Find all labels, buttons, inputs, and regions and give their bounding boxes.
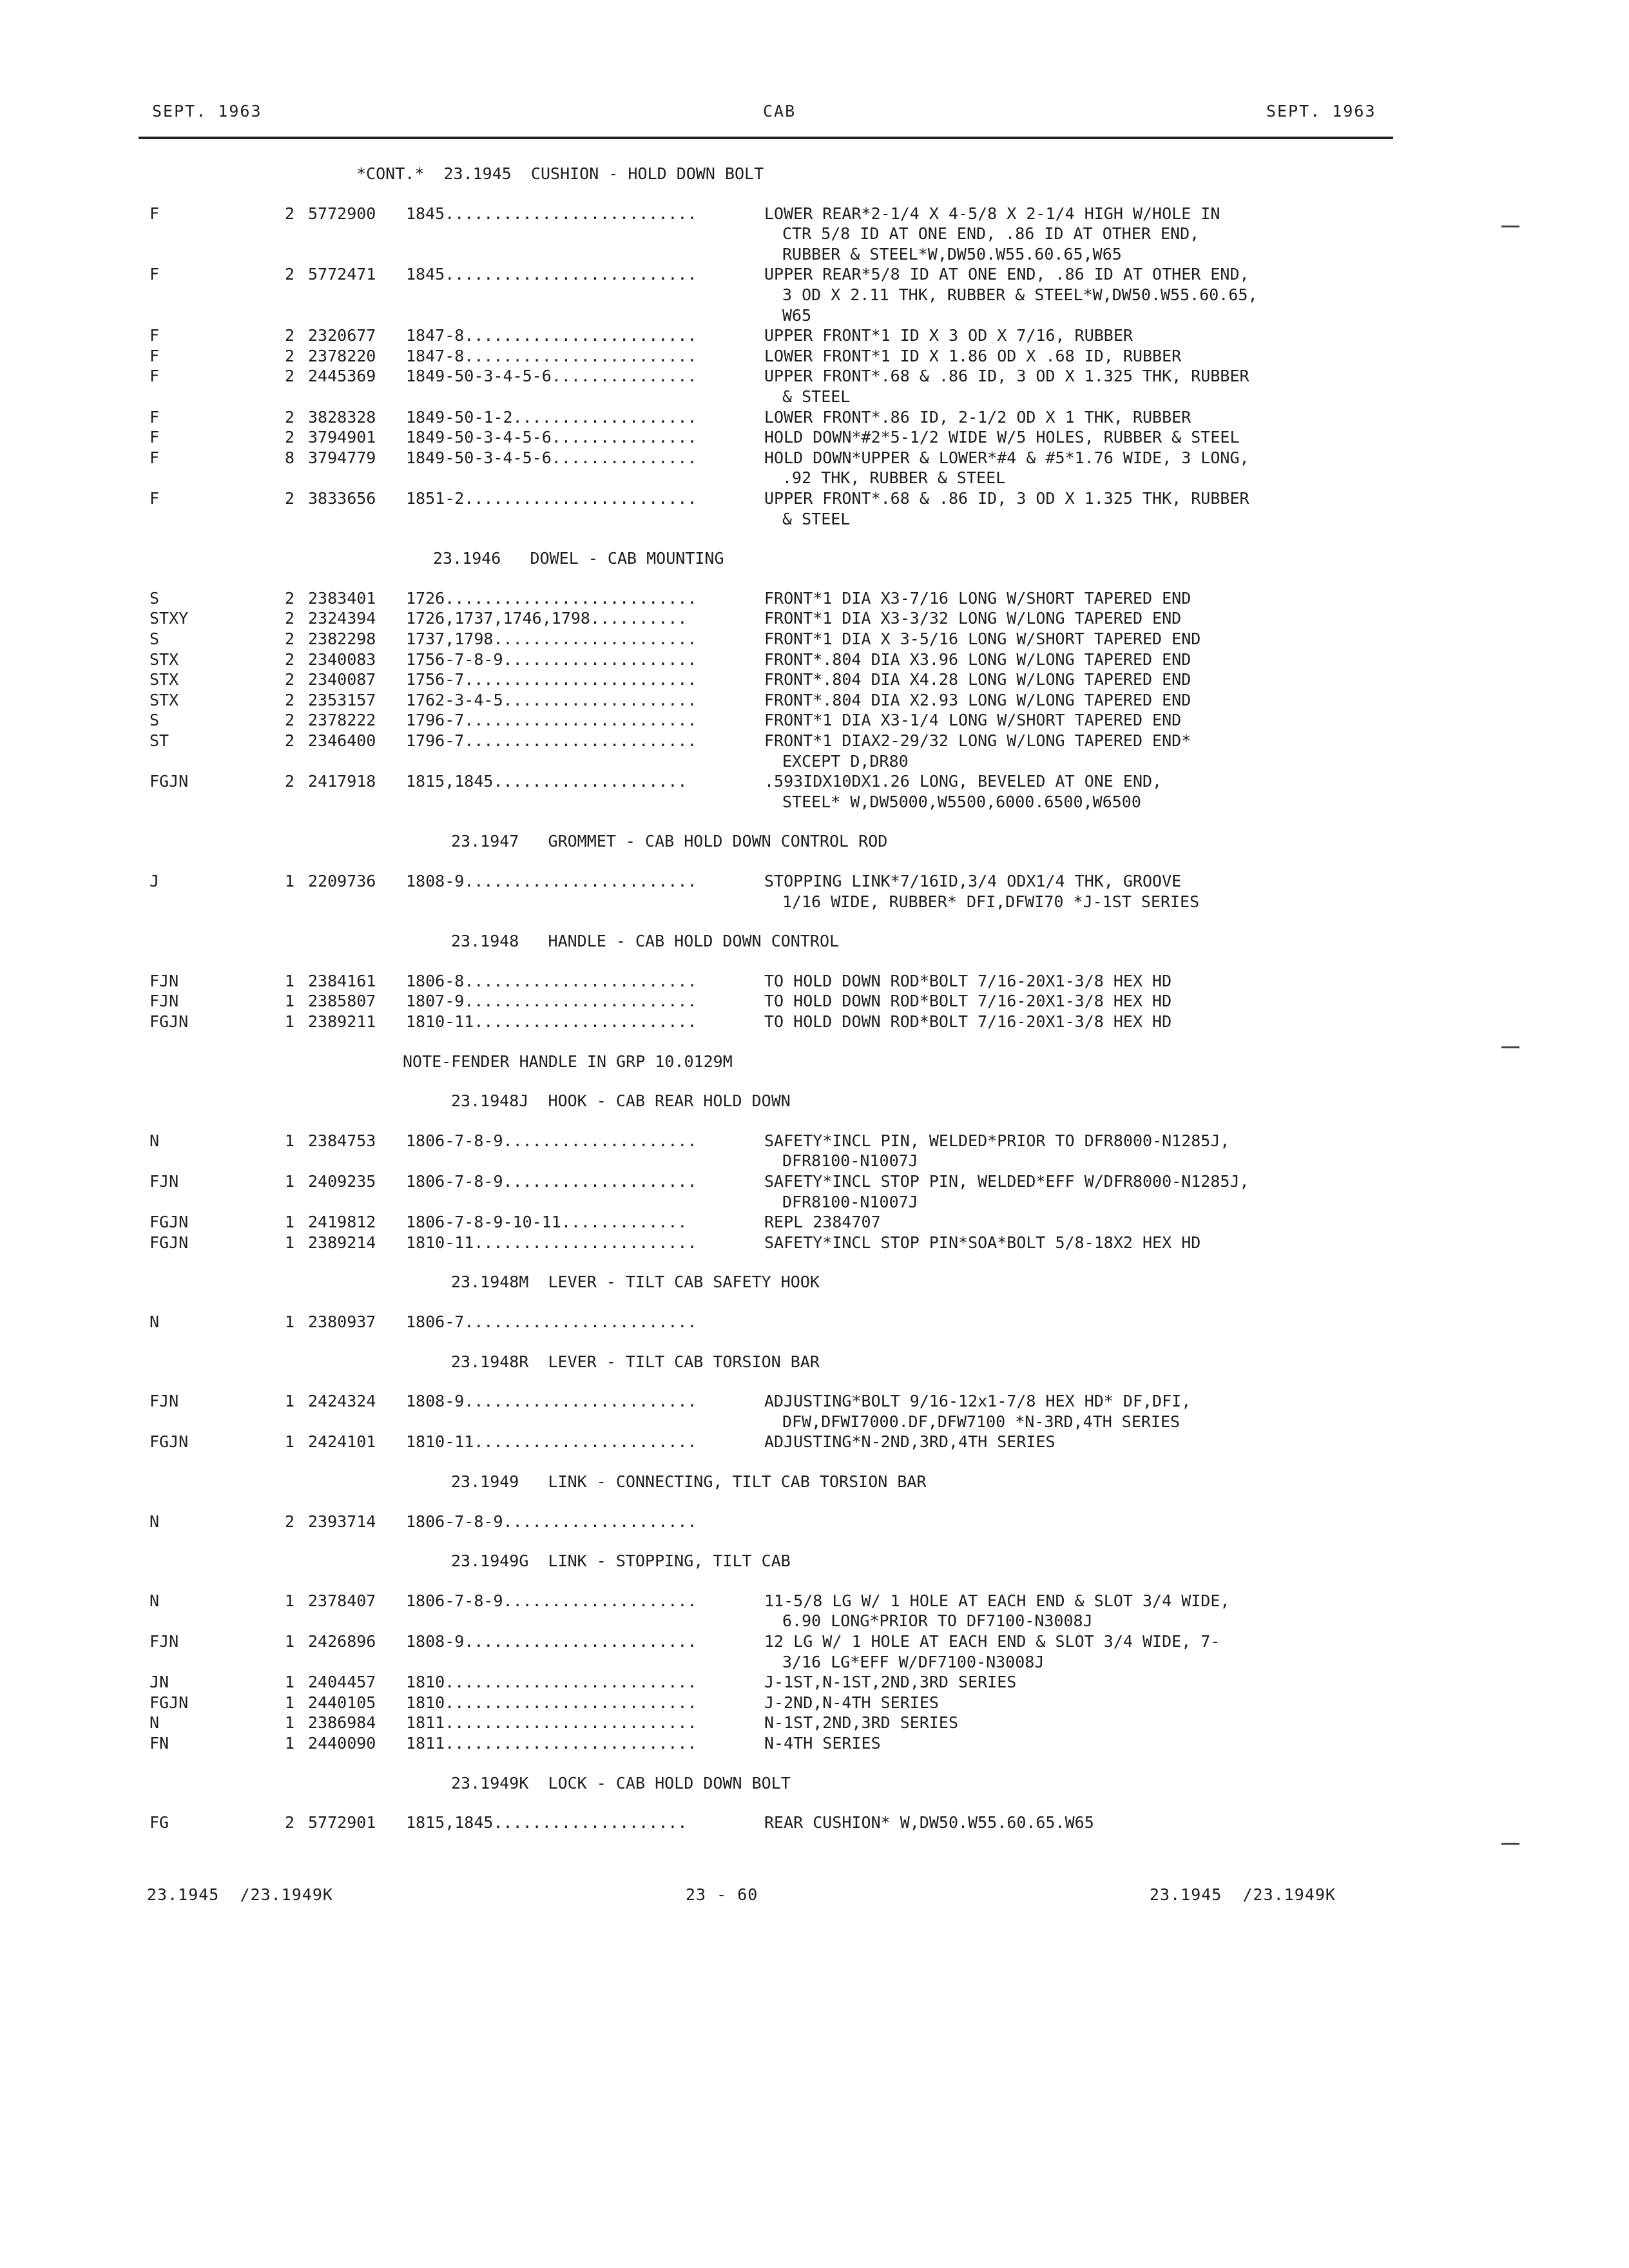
part-part: 2378220: [308, 346, 376, 365]
part-model: 1806-7-8-9....................: [406, 1512, 697, 1531]
part-qty: 1: [285, 1392, 295, 1411]
part-qty: 2: [285, 346, 295, 365]
footer-center: 23 - 60: [686, 1885, 758, 1904]
part-code: STXY: [149, 609, 189, 628]
part-part: 2404457: [308, 1673, 376, 1692]
part-part: 2419812: [308, 1213, 376, 1232]
part-desc: REAR CUSHION* W,DW50.W55.60.65.W65: [764, 1813, 1094, 1832]
description-continuation: 6.90 LONG*PRIOR TO DF7100-N3008J: [782, 1611, 1093, 1631]
part-row: [0, 1672, 1629, 1693]
part-model: 1849-50-1-2...................: [406, 407, 697, 427]
part-qty: 2: [285, 711, 295, 730]
part-qty: 1: [285, 1734, 295, 1753]
part-part: 2353157: [308, 690, 376, 709]
part-model: 1756-7........................: [406, 670, 697, 689]
part-model: 1806-7-8-9....................: [406, 1591, 697, 1610]
part-code: STX: [149, 670, 179, 689]
part-desc: UPPER REAR*5/8 ID AT ONE END, .86 ID AT OTHER END,: [764, 265, 1249, 284]
description-continuation: 3 OD X 2.11 THK, RUBBER & STEEL*W,DW50.W55.60.65,: [782, 285, 1258, 304]
description-continuation: 1/16 WIDE, RUBBER* DFI,DFWI70 *J-1ST SERIES: [782, 892, 1200, 911]
part-desc: HOLD DOWN*#2*5-1/2 WIDE W/5 HOLES, RUBBER & STEEL: [764, 428, 1240, 447]
part-part: 2324394: [308, 609, 376, 628]
part-qty: 1: [285, 1432, 295, 1452]
part-qty: 2: [285, 588, 295, 608]
part-part: 5772471: [308, 265, 376, 284]
part-qty: 2: [285, 428, 295, 447]
part-row: [0, 366, 1629, 387]
part-qty: 1: [285, 1172, 295, 1191]
description-continuation: DFR8100-N1007J: [782, 1192, 918, 1211]
part-model: 1806-7-8-9....................: [406, 1172, 697, 1191]
part-row: [0, 1591, 1629, 1611]
part-code: FJN: [149, 971, 179, 990]
part-desc: TO HOLD DOWN ROD*BOLT 7/16-20X1-3/8 HEX HD: [764, 1012, 1172, 1031]
part-qty: 1: [285, 1591, 295, 1610]
part-qty: 1: [285, 1213, 295, 1232]
part-row: [0, 1432, 1629, 1452]
part-code: FJN: [149, 1392, 179, 1411]
part-part: 2386984: [308, 1713, 376, 1733]
part-model: 1808-9........................: [406, 1392, 697, 1411]
part-desc: UPPER FRONT*.68 & .86 ID, 3 OD X 1.325 THK, RUBBER: [764, 367, 1249, 386]
part-part: 2445369: [308, 367, 376, 386]
part-desc: SAFETY*INCL PIN, WELDED*PRIOR TO DFR8000-N1285J,: [764, 1131, 1230, 1150]
description-continuation: DFR8100-N1007J: [782, 1151, 918, 1171]
part-qty: 2: [285, 731, 295, 750]
part-qty: 1: [285, 872, 295, 890]
part-model: 1808-9........................: [406, 872, 697, 890]
part-desc: UPPER FRONT*1 ID X 3 OD X 7/16, RUBBER: [764, 326, 1133, 345]
part-row: [0, 1512, 1629, 1532]
part-model: 1815,1845....................: [406, 772, 688, 791]
part-row: [0, 407, 1629, 428]
footer-right: 23.1945 /23.1949K: [1150, 1885, 1336, 1904]
part-row: [0, 448, 1629, 468]
part-row: [0, 1631, 1629, 1652]
part-part: 2383401: [308, 588, 376, 608]
part-code: F: [149, 428, 160, 447]
part-qty: 1: [285, 1131, 295, 1150]
part-row: [0, 1312, 1629, 1332]
part-desc: N-4TH SERIES: [764, 1734, 881, 1753]
part-model: 1762-3-4-5....................: [406, 690, 697, 709]
description-continuation: CTR 5/8 ID AT ONE END, .86 ID AT OTHER END,: [782, 224, 1200, 244]
part-row: [0, 325, 1629, 346]
part-row: [0, 710, 1629, 731]
part-part: 2382298: [308, 629, 376, 648]
section-heading: 23.1949 LINK - CONNECTING, TILT CAB TORSION BAR: [451, 1472, 927, 1491]
part-part: 2385807: [308, 992, 376, 1011]
part-model: 1811..........................: [406, 1713, 697, 1733]
section-heading: 23.1948M LEVER - TILT CAB SAFETY HOOK: [451, 1273, 820, 1292]
part-desc: LOWER FRONT*.86 ID, 2-1/2 OD X 1 THK, RUBBER: [764, 407, 1191, 427]
description-continuation: & STEEL: [782, 387, 851, 406]
part-desc: FRONT*1 DIAX2-29/32 LONG W/LONG TAPERED END*: [764, 731, 1191, 750]
part-model: 1806-7-8-9-10-11.............: [406, 1213, 688, 1232]
description-continuation: W65: [782, 305, 812, 325]
part-desc: J-2ND,N-4TH SERIES: [764, 1693, 939, 1712]
part-qty: 1: [285, 1233, 295, 1252]
part-part: 2209736: [308, 872, 376, 890]
part-desc: N-1ST,2ND,3RD SERIES: [764, 1713, 959, 1733]
part-row: [0, 771, 1629, 792]
part-row: [0, 1812, 1629, 1833]
part-qty: 2: [285, 489, 295, 508]
part-part: 3794779: [308, 448, 376, 467]
part-qty: 2: [285, 367, 295, 386]
part-code: FG: [149, 1813, 169, 1832]
part-model: 1811..........................: [406, 1734, 697, 1753]
part-desc: ADJUSTING*BOLT 9/16-12x1-7/8 HEX HD* DF,DFI,: [764, 1392, 1191, 1411]
part-code: STX: [149, 690, 179, 709]
part-part: 2440090: [308, 1734, 376, 1753]
part-code: FGJN: [149, 1693, 189, 1712]
part-qty: 1: [285, 1673, 295, 1692]
part-row: [0, 629, 1629, 649]
part-desc: FRONT*1 DIA X3-7/16 LONG W/SHORT TAPERED END: [764, 588, 1191, 608]
part-model: 1737,1798.....................: [406, 629, 697, 648]
part-desc: .593IDX10DX1.26 LONG, BEVELED AT ONE END,: [764, 772, 1162, 791]
part-row: [0, 971, 1629, 992]
part-desc: SAFETY*INCL STOP PIN, WELDED*EFF W/DFR8000-N1285J,: [764, 1172, 1249, 1191]
part-part: 2426896: [308, 1632, 376, 1651]
part-qty: 2: [285, 204, 295, 223]
part-part: 2320677: [308, 326, 376, 345]
part-desc: FRONT*.804 DIA X4.28 LONG W/LONG TAPERED END: [764, 670, 1191, 689]
description-continuation: RUBBER & STEEL*W,DW50.W55.60.65,W65: [782, 244, 1122, 264]
part-qty: 2: [285, 609, 295, 628]
part-desc: STOPPING LINK*7/16ID,3/4 ODX1/4 THK, GROOVE: [764, 872, 1182, 890]
header-rule: [139, 137, 1393, 139]
part-desc: TO HOLD DOWN ROD*BOLT 7/16-20X1-3/8 HEX HD: [764, 971, 1172, 990]
part-row: [0, 690, 1629, 711]
part-qty: 2: [285, 265, 295, 284]
part-code: FGJN: [149, 1233, 189, 1252]
part-model: 1796-7........................: [406, 711, 697, 730]
part-code: F: [149, 407, 160, 427]
part-row: [0, 1713, 1629, 1733]
part-desc: UPPER FRONT*.68 & .86 ID, 3 OD X 1.325 THK, RUBBER: [764, 489, 1249, 508]
section-heading: 23.1946 DOWEL - CAB MOUNTING: [433, 549, 724, 568]
part-model: 1808-9........................: [406, 1632, 697, 1651]
part-qty: 8: [285, 448, 295, 467]
part-desc: SAFETY*INCL STOP PIN*SOA*BOLT 5/8-18X2 HEX HD: [764, 1233, 1201, 1252]
part-part: 2409235: [308, 1172, 376, 1191]
note-line: NOTE-FENDER HANDLE IN GRP 10.0129M: [403, 1052, 733, 1071]
section-heading: 23.1949G LINK - STOPPING, TILT CAB: [451, 1552, 791, 1571]
part-row: [0, 649, 1629, 670]
part-part: 2340083: [308, 649, 376, 669]
part-model: 1815,1845....................: [406, 1813, 688, 1832]
part-qty: 1: [285, 1632, 295, 1651]
part-desc: FRONT*.804 DIA X3.96 LONG W/LONG TAPERED END: [764, 649, 1191, 669]
part-model: 1845..........................: [406, 204, 697, 223]
part-qty: 1: [285, 1312, 295, 1331]
part-model: 1845..........................: [406, 265, 697, 284]
part-model: 1810..........................: [406, 1693, 697, 1712]
part-part: 2424101: [308, 1432, 376, 1452]
part-model: 1849-50-3-4-5-6...............: [406, 367, 697, 386]
part-part: 2378407: [308, 1591, 376, 1610]
part-qty: 2: [285, 1813, 295, 1832]
part-qty: 2: [285, 407, 295, 427]
part-model: 1756-7-8-9....................: [406, 649, 697, 669]
part-code: J: [149, 872, 160, 890]
part-desc: 12 LG W/ 1 HOLE AT EACH END & SLOT 3/4 WIDE, 7-: [764, 1632, 1220, 1651]
description-continuation: & STEEL: [782, 509, 851, 528]
part-code: F: [149, 346, 160, 365]
part-part: 5772900: [308, 204, 376, 223]
part-code: F: [149, 489, 160, 508]
part-row: [0, 669, 1629, 690]
part-row: [0, 1012, 1629, 1032]
part-desc: J-1ST,N-1ST,2ND,3RD SERIES: [764, 1673, 1017, 1692]
part-code: FJN: [149, 1632, 179, 1651]
part-model: 1810-11.......................: [406, 1012, 697, 1031]
part-desc: TO HOLD DOWN ROD*BOLT 7/16-20X1-3/8 HEX HD: [764, 992, 1172, 1011]
part-row: [0, 346, 1629, 367]
part-code: FJN: [149, 992, 179, 1011]
part-part: 2389211: [308, 1012, 376, 1031]
part-qty: 1: [285, 992, 295, 1011]
part-qty: 1: [285, 1713, 295, 1733]
part-row: [0, 731, 1629, 751]
part-part: 2340087: [308, 670, 376, 689]
part-model: 1810..........................: [406, 1673, 697, 1692]
part-code: STX: [149, 649, 179, 669]
part-row: [0, 204, 1629, 224]
part-code: N: [149, 1713, 160, 1733]
part-code: FGJN: [149, 1012, 189, 1031]
part-model: 1851-2........................: [406, 489, 697, 508]
part-model: 1847-8........................: [406, 326, 697, 345]
description-continuation: DFW,DFWI7000.DF,DFW7100 *N-3RD,4TH SERIES: [782, 1412, 1181, 1431]
part-model: 1726,1737,1746,1798..........: [406, 609, 688, 628]
part-row: [0, 588, 1629, 609]
section-heading: 23.1949K LOCK - CAB HOLD DOWN BOLT: [451, 1773, 791, 1792]
part-row: [0, 1212, 1629, 1233]
description-continuation: EXCEPT D,DR80: [782, 751, 909, 771]
part-model: 1806-8........................: [406, 971, 697, 990]
part-qty: 2: [285, 629, 295, 648]
part-model: 1810-11.......................: [406, 1432, 697, 1452]
part-part: 2384753: [308, 1131, 376, 1150]
margin-mark: [1501, 1843, 1519, 1845]
part-desc: FRONT*1 DIA X3-1/4 LONG W/SHORT TAPERED END: [764, 711, 1182, 730]
part-desc: FRONT*1 DIA X3-3/32 LONG W/LONG TAPERED END: [764, 609, 1182, 628]
part-part: 2384161: [308, 971, 376, 990]
part-desc: HOLD DOWN*UPPER & LOWER*#4 & #5*1.76 WIDE, 3 LONG,: [764, 448, 1249, 467]
part-model: 1806-7........................: [406, 1312, 697, 1331]
margin-mark: [1501, 226, 1519, 227]
part-code: FGJN: [149, 1213, 189, 1232]
part-qty: 1: [285, 971, 295, 990]
part-row: [0, 488, 1629, 509]
part-part: 3828328: [308, 407, 376, 427]
part-qty: 1: [285, 1012, 295, 1031]
part-row: [0, 1131, 1629, 1151]
part-qty: 2: [285, 1512, 295, 1531]
part-model: 1847-8........................: [406, 346, 697, 365]
part-row: [0, 1233, 1629, 1253]
part-part: 2346400: [308, 731, 376, 750]
part-model: 1810-11.......................: [406, 1233, 697, 1252]
part-row: [0, 1391, 1629, 1412]
part-code: N: [149, 1131, 160, 1150]
part-part: 2393714: [308, 1512, 376, 1531]
part-code: N: [149, 1512, 160, 1531]
part-qty: 2: [285, 690, 295, 709]
part-code: N: [149, 1591, 160, 1610]
header-left: SEPT. 1963: [152, 102, 262, 120]
header-center: CAB: [763, 102, 796, 120]
part-row: [0, 427, 1629, 448]
part-model: 1806-7-8-9....................: [406, 1131, 697, 1150]
part-part: 5772901: [308, 1813, 376, 1832]
part-desc: LOWER FRONT*1 ID X 1.86 OD X .68 ID, RUBBER: [764, 346, 1182, 365]
part-code: FJN: [149, 1172, 179, 1191]
part-part: 2380937: [308, 1312, 376, 1331]
part-qty: 2: [285, 670, 295, 689]
part-row: [0, 1693, 1629, 1713]
part-row: [0, 1171, 1629, 1192]
part-model: 1796-7........................: [406, 731, 697, 750]
part-code: S: [149, 588, 160, 608]
part-code: F: [149, 367, 160, 386]
part-row: [0, 991, 1629, 1012]
part-part: 2424324: [308, 1392, 376, 1411]
section-heading: *CONT.* 23.1945 CUSHION - HOLD DOWN BOLT: [356, 164, 764, 183]
section-heading: 23.1947 GROMMET - CAB HOLD DOWN CONTROL ROD: [451, 832, 888, 851]
section-heading: 23.1948J HOOK - CAB REAR HOLD DOWN: [451, 1091, 791, 1111]
part-part: 2417918: [308, 772, 376, 791]
part-model: 1849-50-3-4-5-6...............: [406, 428, 697, 447]
margin-mark: [1501, 1046, 1519, 1048]
part-code: FN: [149, 1734, 169, 1753]
part-code: F: [149, 204, 160, 223]
section-heading: 23.1948 HANDLE - CAB HOLD DOWN CONTROL: [451, 932, 840, 951]
part-model: 1849-50-3-4-5-6...............: [406, 448, 697, 467]
part-code: JN: [149, 1673, 169, 1692]
part-desc: REPL 2384707: [764, 1213, 881, 1232]
part-qty: 2: [285, 649, 295, 669]
part-desc: ADJUSTING*N-2ND,3RD,4TH SERIES: [764, 1432, 1055, 1452]
part-code: F: [149, 326, 160, 345]
part-part: 3833656: [308, 489, 376, 508]
part-row: [0, 1733, 1629, 1754]
part-code: S: [149, 711, 160, 730]
part-code: F: [149, 265, 160, 284]
footer-left: 23.1945 /23.1949K: [147, 1885, 333, 1904]
part-row: [0, 871, 1629, 892]
part-part: 2378222: [308, 711, 376, 730]
part-part: 2389214: [308, 1233, 376, 1252]
part-qty: 2: [285, 326, 295, 345]
header-right: SEPT. 1963: [1266, 102, 1376, 120]
part-qty: 1: [285, 1693, 295, 1712]
part-desc: FRONT*1 DIA X 3-5/16 LONG W/SHORT TAPERED END: [764, 629, 1201, 648]
part-model: 1807-9........................: [406, 992, 697, 1011]
section-heading: 23.1948R LEVER - TILT CAB TORSION BAR: [451, 1352, 820, 1371]
part-desc: 11-5/8 LG W/ 1 HOLE AT EACH END & SLOT 3/4 WIDE,: [764, 1591, 1230, 1610]
part-part: 2440105: [308, 1693, 376, 1712]
part-code: F: [149, 448, 160, 467]
part-model: 1726..........................: [406, 588, 697, 608]
part-code: FGJN: [149, 772, 189, 791]
part-row: [0, 264, 1629, 285]
part-code: ST: [149, 731, 169, 750]
part-desc: LOWER REAR*2-1/4 X 4-5/8 X 2-1/4 HIGH W/HOLE IN: [764, 204, 1220, 223]
description-continuation: STEEL* W,DW5000,W5500,6000.6500,W6500: [782, 792, 1141, 811]
part-desc: FRONT*.804 DIA X2.93 LONG W/LONG TAPERED END: [764, 690, 1191, 709]
part-qty: 2: [285, 772, 295, 791]
part-code: S: [149, 629, 160, 648]
part-code: N: [149, 1312, 160, 1331]
description-continuation: .92 THK, RUBBER & STEEL: [782, 468, 1006, 488]
part-code: FGJN: [149, 1432, 189, 1452]
description-continuation: 3/16 LG*EFF W/DF7100-N3008J: [782, 1652, 1045, 1671]
part-part: 3794901: [308, 428, 376, 447]
part-row: [0, 608, 1629, 629]
